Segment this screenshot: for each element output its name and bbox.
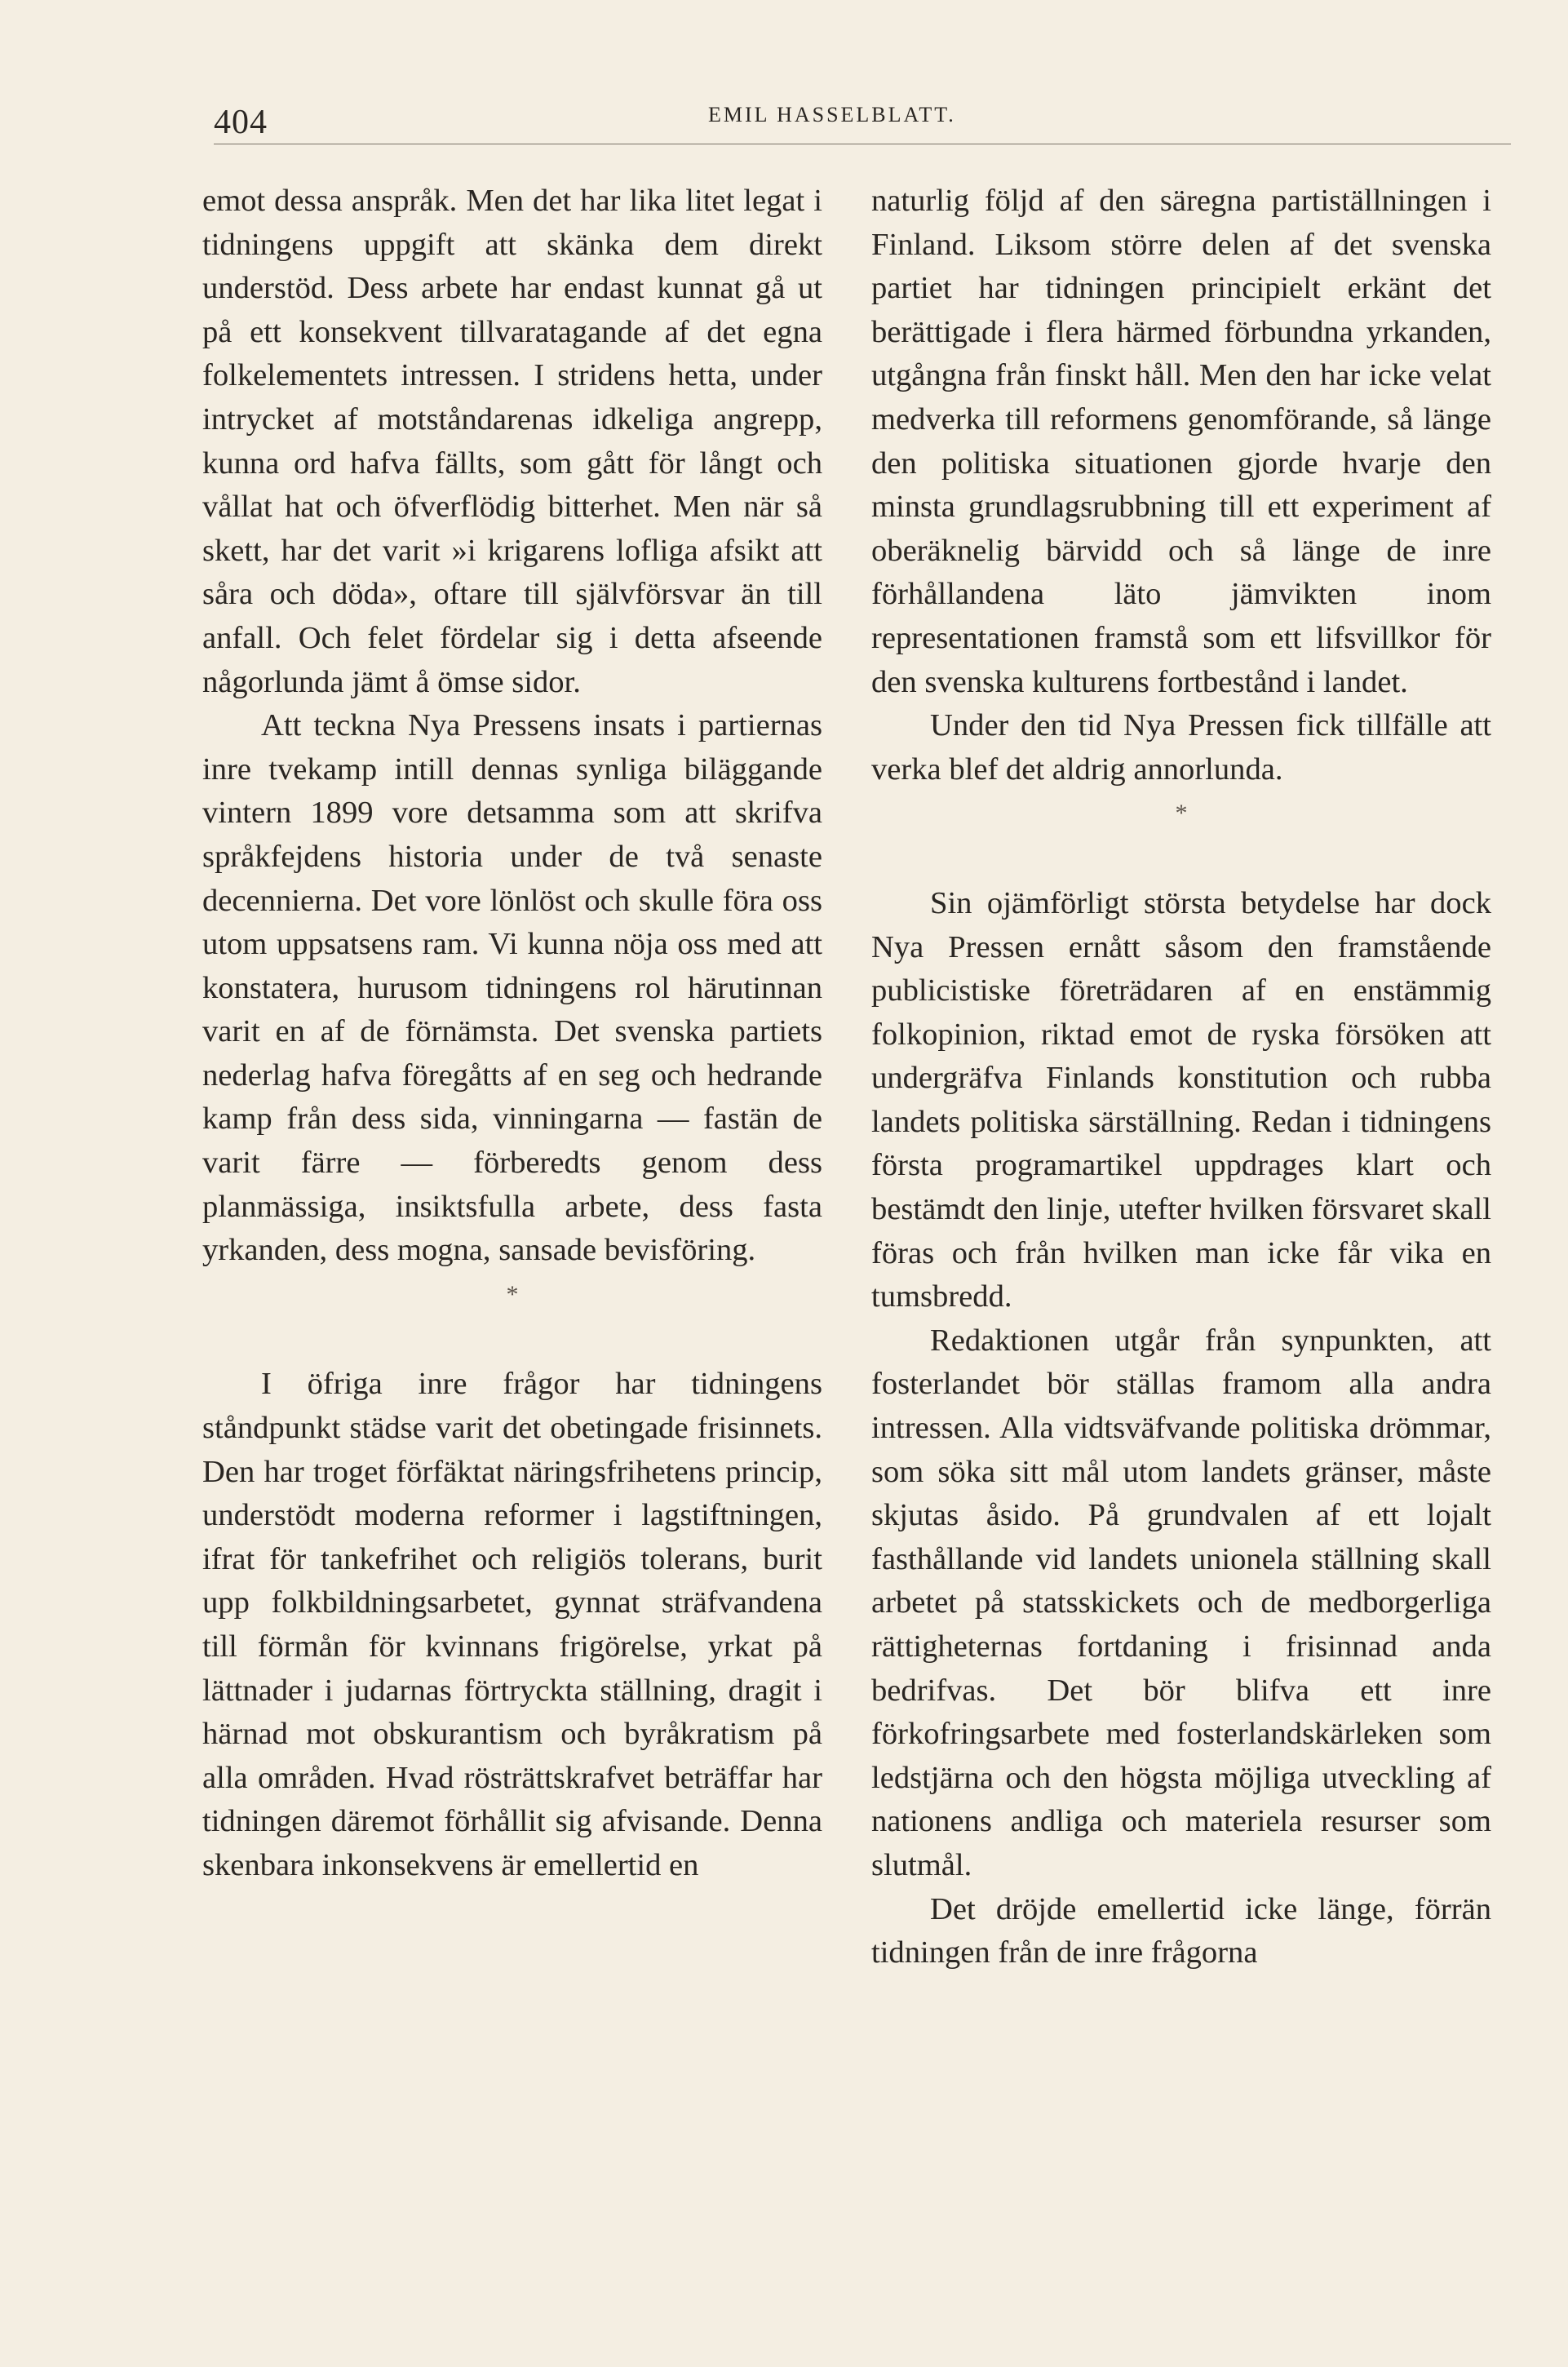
- paragraph: Att teckna Nya Pressens insats i partiernas inre tvekamp intill dennas synliga biläggande vintern 1899 vore detsamma som att skrifva språkfejdens historia under de två senaste decennierna. Det vore lönlöst och skulle föra oss utom uppsatsens ram. Vi kunna nöja oss med att konstatera, hurusom tidningens rol härutinnan varit en af de förnämsta. Det svenska partiets nederlag hafva föregåtts af en seg och hedrande kamp från dess sida, vinningarna — fastän de varit färre — förberedts genom dess planmässiga, insiktsfulla arbete, dess fasta yrkanden, dess mogna, sansade bevisföring.: [202, 708, 822, 1268]
- running-head: EMIL HASSELBLATT.: [708, 103, 956, 126]
- paragraph: Redaktionen utgår från synpunkten, att fosterlandet bör ställas framom alla andra intressen. Alla vidtsväfvande politiska drömmar, som söka sitt mål utom landets gränser, måste skjutas åsido. På grundvalen af ett lojalt fasthållande vid landets unionela ställning skall arbetet på statsskickets och de medborgerliga rättigheternas fortdaning i frisinnad anda bedrifvas. Det bör blifva ett inre förkofringsarbete med fosterlandskärleken som ledstjärna och den högsta möjliga utveckling af nationens andliga och materiela resurser som slutmål.: [871, 1323, 1491, 1882]
- paragraph: Det dröjde emellertid icke länge, förrän tidningen från de inre frågorna: [871, 1891, 1491, 1970]
- right-column: [871, 180, 1491, 1975]
- paragraph: Under den tid Nya Pressen fick tillfälle att verka blef det aldrig annorlunda.: [871, 708, 1491, 787]
- paragraph: emot dessa anspråk. Men det har lika litet legat i tidningens uppgift att skänka dem direkt understöd. Dess arbete har endast kunnat gå ut på ett konsekvent tillvaratagande af det egna folkelementets intressen. I stridens hetta, under intrycket af motståndarenas idkeliga angrepp, kunna ord hafva fällts, som gått för långt och vållat hat och öfverflödig bitterhet. Men när så skett, har det varit »i krigarens lofliga afsikt att såra och döda», oftare till självförsvar än till anfall. Och felet fördelar sig i detta afseende någorlunda jämt å ömse sidor.: [202, 184, 822, 699]
- section-gap: [202, 1316, 822, 1363]
- section-separator: *: [506, 1280, 519, 1308]
- paragraph: Sin ojämförligt största betydelse har dock Nya Pressen ernått såsom den framstående publicistiske företrädaren af en enstämmig folkopinion, riktad emot de ryska försöken att undergräfva Finlands konstitution och rubba landets politiska särställning. Redan i tidningens första programartikel uppdrages klart och bestämdt den linje, utefter hvilken försvaret skall föras och från hvilken man icke får vika en tumsbredd.: [871, 885, 1491, 1314]
- left-column: [202, 180, 822, 1888]
- paragraph: I öfriga inre frågor har tidningens ståndpunkt städse varit det obetingade frisinnets. Den har troget förfäktat näringsfrihetens princip, understödt moderna reformer i lagstiftningen, ifrat för tankefrihet och religiös tolerans, burit upp folkbildningsarbetet, gynnat sträfvandena till förmån för kvinnans frigörelse, yrkat på lättnader i judarnas förtryckta ställning, dragit i härnad mot obskurantism och byråkratism på alla områden. Hvad rösträttskrafvet beträffar har tidningen däremot förhållit sig afvisande. Denna skenbara inkonsekvens är emellertid en: [202, 1367, 822, 1882]
- section-gap: [871, 836, 1491, 882]
- section-separator: *: [1175, 800, 1188, 827]
- page-number: 404: [214, 104, 268, 141]
- paragraph: naturlig följd af den säregna partiställningen i Finland. Liksom större delen af det svenska partiet har tidningen principielt erkänt det berättigade i flera härmed förbundna yrkanden, utgångna från finskt håll. Men den har icke velat medverka till reformens genomförande, så länge den politiska situationen gjorde hvarje den minsta grundlagsrubbning till ett experiment af oberäknelig bärvidd och så länge de inre förhållandena läto jämvikten inom representationen framstå som ett lifsvillkor för den svenska kulturens fortbestånd i landet.: [871, 184, 1491, 699]
- page-header: [0, 0, 1568, 163]
